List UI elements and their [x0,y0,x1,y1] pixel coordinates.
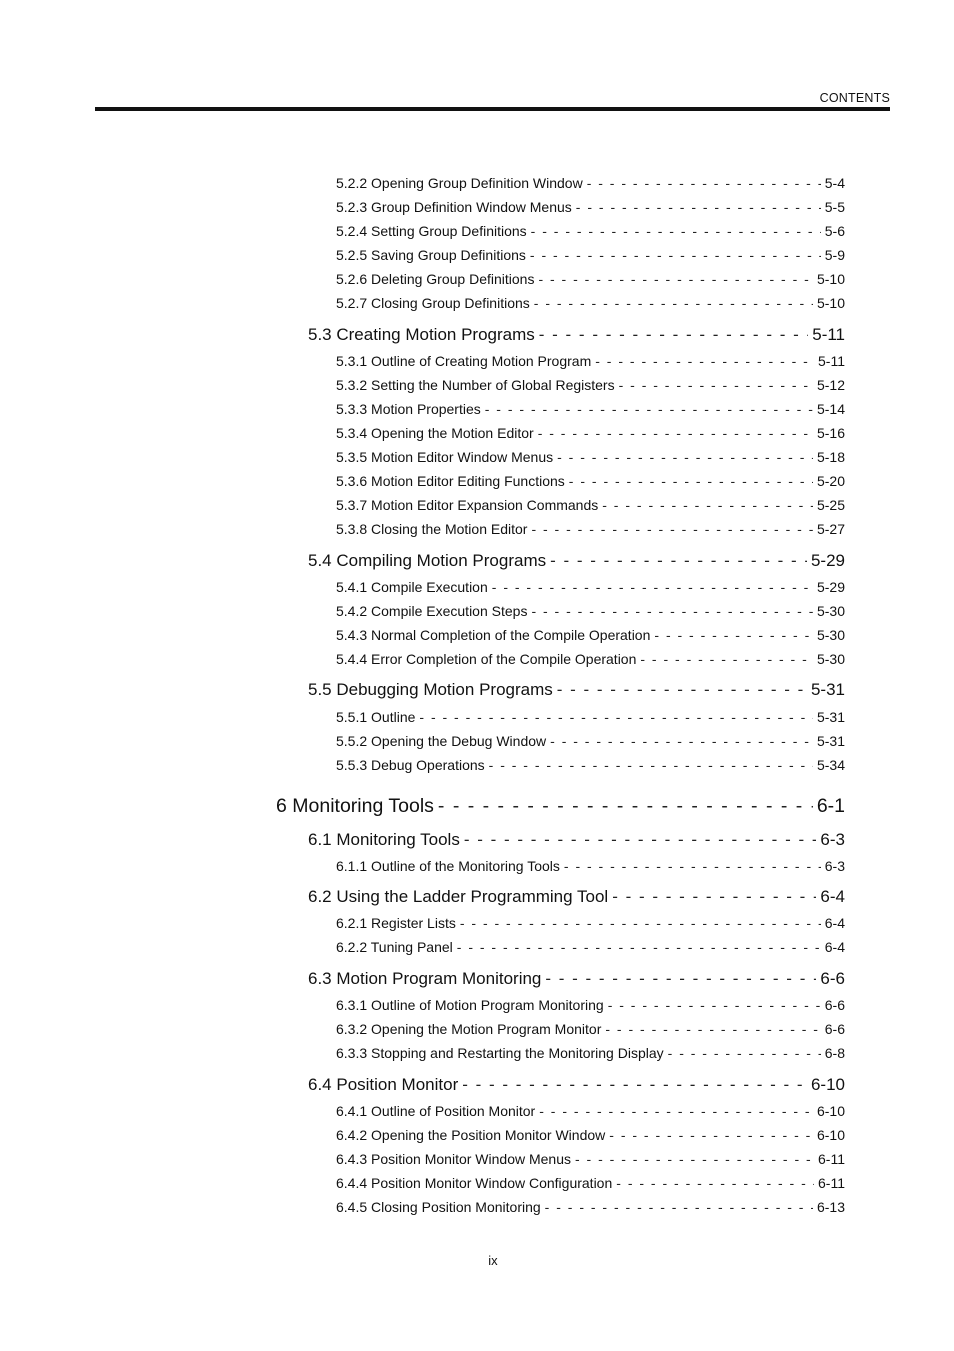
toc-entry-title: 5.5.1 Outline [336,709,416,725]
toc-entry-title: 5.3.6 Motion Editor Editing Functions [336,473,565,489]
dot-leader [531,223,821,239]
toc-section[interactable] [308,830,845,850]
toc-section-title: 6.1 Monitoring Tools [308,830,460,849]
toc-entry[interactable] [336,627,845,643]
toc-entry[interactable] [336,709,845,725]
toc-entry-title: 6.4.5 Closing Position Monitoring [336,1199,541,1215]
toc-section[interactable] [308,680,845,700]
toc-entry[interactable] [336,175,845,191]
toc-entry[interactable] [336,425,845,441]
toc-entry-title: 5.2.2 Opening Group Definition Window [336,175,583,191]
toc-entry-title: 6.4.4 Position Monitor Window Configuration [336,1175,613,1191]
toc-section[interactable] [308,887,845,907]
dot-leader [539,325,808,345]
toc-section-page: 6-6 [820,969,845,988]
toc-entry[interactable] [336,1199,845,1215]
toc-entry-title: 5.2.6 Deleting Group Definitions [336,271,535,287]
toc-entry-page: 5-30 [816,651,845,667]
dot-leader [438,795,813,818]
toc-entry[interactable] [336,353,845,369]
dot-leader [557,449,813,465]
dot-leader [534,295,813,311]
toc-section-title: 6.2 Using the Ladder Programming Tool [308,887,609,906]
toc-entry-page: 5-10 [816,271,845,287]
toc-entry-title: 6.4.1 Outline of Position Monitor [336,1103,536,1119]
dot-leader [550,733,813,749]
toc-entry-page: 6-6 [824,997,845,1013]
toc-section[interactable] [308,1075,845,1095]
toc-entry[interactable] [336,199,845,215]
toc-section-page: 5-11 [812,325,845,344]
toc-section-page: 6-10 [810,1075,845,1094]
toc-entry-title: 5.5.3 Debug Operations [336,757,485,773]
toc-entry-page: 5-5 [824,199,845,215]
toc-entry[interactable] [336,603,845,619]
toc-entry-page: 6-10 [816,1127,845,1143]
toc-entry[interactable] [336,1103,845,1119]
dot-leader [530,247,821,263]
header-rule [95,107,890,111]
toc-section-title: 5.3 Creating Motion Programs [308,325,535,344]
toc-section-page: 6-3 [820,830,845,849]
toc-entry[interactable] [336,939,845,955]
dot-leader [576,199,821,215]
toc-entry[interactable] [336,247,845,263]
toc-entry-title: 5.3.3 Motion Properties [336,401,481,417]
dot-leader [595,353,814,369]
dot-leader [557,680,807,700]
toc-entry-page: 5-25 [816,497,845,513]
dot-leader [619,377,813,393]
dot-leader [616,1175,814,1191]
toc-chapter-title: 6 Monitoring Tools [276,795,434,817]
toc-entry[interactable] [336,1045,845,1061]
dot-leader [464,830,817,850]
dot-leader [485,401,813,417]
toc-entry-title: 5.3.1 Outline of Creating Motion Program [336,353,592,369]
toc-entry-page: 5-4 [824,175,845,191]
toc-entry-title: 5.3.4 Opening the Motion Editor [336,425,534,441]
toc-entry-page: 5-29 [816,579,845,595]
toc-entry-page: 6-11 [818,1175,845,1191]
toc-section[interactable] [308,551,845,571]
toc-entry-title: 5.3.8 Closing the Motion Editor [336,521,528,537]
dot-leader [602,497,813,513]
toc-entry-title: 6.3.3 Stopping and Restarting the Monitoring Display [336,1045,664,1061]
dot-leader [460,915,821,931]
toc-entry-title: 6.3.1 Outline of Motion Program Monitoring [336,997,604,1013]
toc-entry-title: 5.4.3 Normal Completion of the Compile Operation [336,627,651,643]
dot-leader [564,858,821,874]
toc-entry-page: 5-12 [816,377,845,393]
toc-entry-title: 6.2.1 Register Lists [336,915,456,931]
toc-entry[interactable] [336,521,845,537]
toc-section-title: 6.4 Position Monitor [308,1075,459,1094]
toc-entry[interactable] [336,401,845,417]
toc-entry-title: 5.4.1 Compile Execution [336,579,488,595]
toc-entry[interactable] [336,1175,845,1191]
dot-leader [489,757,813,773]
toc-section-page: 5-31 [810,680,845,699]
toc-entry-title: 6.4.3 Position Monitor Window Menus [336,1151,571,1167]
toc-entry[interactable] [336,1127,845,1143]
toc-entry-page: 6-4 [824,915,845,931]
toc-entry-page: 5-10 [816,295,845,311]
toc-entry-title: 5.2.5 Saving Group Definitions [336,247,526,263]
dot-leader [531,603,813,619]
dot-leader [419,709,813,725]
dot-leader [575,1151,814,1167]
toc-entry-title: 5.2.4 Setting Group Definitions [336,223,527,239]
toc-entry-title: 5.2.3 Group Definition Window Menus [336,199,572,215]
toc-entry-page: 5-34 [816,757,845,773]
toc-entry-page: 5-20 [816,473,845,489]
toc-entry-page: 5-31 [816,733,845,749]
toc-entry-page: 6-3 [824,858,845,874]
toc-section-title: 5.4 Compiling Motion Programs [308,551,547,570]
toc-entry[interactable] [336,497,845,513]
toc-entry[interactable] [336,1021,845,1037]
dot-leader [587,175,821,191]
toc-entry[interactable] [336,271,845,287]
toc-entry-title: 5.2.7 Closing Group Definitions [336,295,530,311]
dot-leader [609,1127,813,1143]
toc-entry-page: 5-30 [816,603,845,619]
dot-leader [640,651,813,667]
dot-leader [531,521,813,537]
toc-entry[interactable] [336,651,845,667]
toc-entry[interactable] [336,473,845,489]
dot-leader [538,425,813,441]
dot-leader [608,997,821,1013]
toc-entry[interactable] [336,579,845,595]
dot-leader [545,1199,813,1215]
toc-chapter[interactable] [276,795,845,818]
toc-entry[interactable] [336,449,845,465]
toc-entry-page: 5-30 [816,627,845,643]
dot-leader [550,551,807,571]
toc-entry-page: 6-11 [818,1151,845,1167]
toc-entry-page: 5-11 [818,353,845,369]
toc-section[interactable] [308,325,845,345]
toc-entry[interactable] [336,223,845,239]
toc-entry-page: 6-13 [816,1199,845,1215]
toc-section-title: 5.5 Debugging Motion Programs [308,680,553,699]
toc-entry[interactable] [336,757,845,773]
toc-entry-title: 6.1.1 Outline of the Monitoring Tools [336,858,560,874]
dot-leader [539,1103,813,1119]
toc-entry-title: 5.4.4 Error Completion of the Compile Operation [336,651,637,667]
dot-leader [668,1045,821,1061]
header-label: CONTENTS [819,91,890,105]
dot-leader [612,887,816,907]
toc-section[interactable] [308,969,845,989]
page-number: ix [488,1253,498,1268]
toc-entry[interactable] [336,997,845,1013]
toc-section-page: 6-4 [820,887,845,906]
toc-entry-page: 5-18 [816,449,845,465]
toc-section-title: 6.3 Motion Program Monitoring [308,969,542,988]
toc-entry[interactable] [336,1151,845,1167]
dot-leader [545,969,816,989]
toc-chapter-page: 6-1 [816,795,845,817]
toc-entry[interactable] [336,915,845,931]
toc-entry-page: 6-6 [824,1021,845,1037]
toc-entry-title: 5.4.2 Compile Execution Steps [336,603,528,619]
toc-entry-title: 5.3.2 Setting the Number of Global Registers [336,377,615,393]
dot-leader [569,473,813,489]
toc-entry[interactable] [336,377,845,393]
dot-leader [457,939,821,955]
toc-entry-page: 5-6 [824,223,845,239]
toc-entry-page: 5-16 [816,425,845,441]
toc-entry-page: 5-9 [824,247,845,263]
toc-entry-page: 5-14 [816,401,845,417]
dot-leader [654,627,813,643]
dot-leader [605,1021,820,1037]
toc-section-page: 5-29 [810,551,845,570]
toc-entry-page: 6-8 [824,1045,845,1061]
toc-entry-page: 5-27 [816,521,845,537]
toc-entry-title: 5.3.5 Motion Editor Window Menus [336,449,554,465]
toc-entry[interactable] [336,858,845,874]
dot-leader [462,1075,807,1095]
toc-entry-page: 6-10 [816,1103,845,1119]
toc-entry-title: 6.2.2 Tuning Panel [336,939,453,955]
toc-entry-page: 6-4 [824,939,845,955]
toc-entry-title: 6.4.2 Opening the Position Monitor Window [336,1127,606,1143]
toc-entry-title: 6.3.2 Opening the Motion Program Monitor [336,1021,602,1037]
toc-entry-page: 5-31 [816,709,845,725]
dot-leader [492,579,813,595]
toc-entry[interactable] [336,733,845,749]
toc-entry-title: 5.3.7 Motion Editor Expansion Commands [336,497,599,513]
toc-entry-title: 5.5.2 Opening the Debug Window [336,733,547,749]
toc-entry[interactable] [336,295,845,311]
dot-leader [538,271,813,287]
